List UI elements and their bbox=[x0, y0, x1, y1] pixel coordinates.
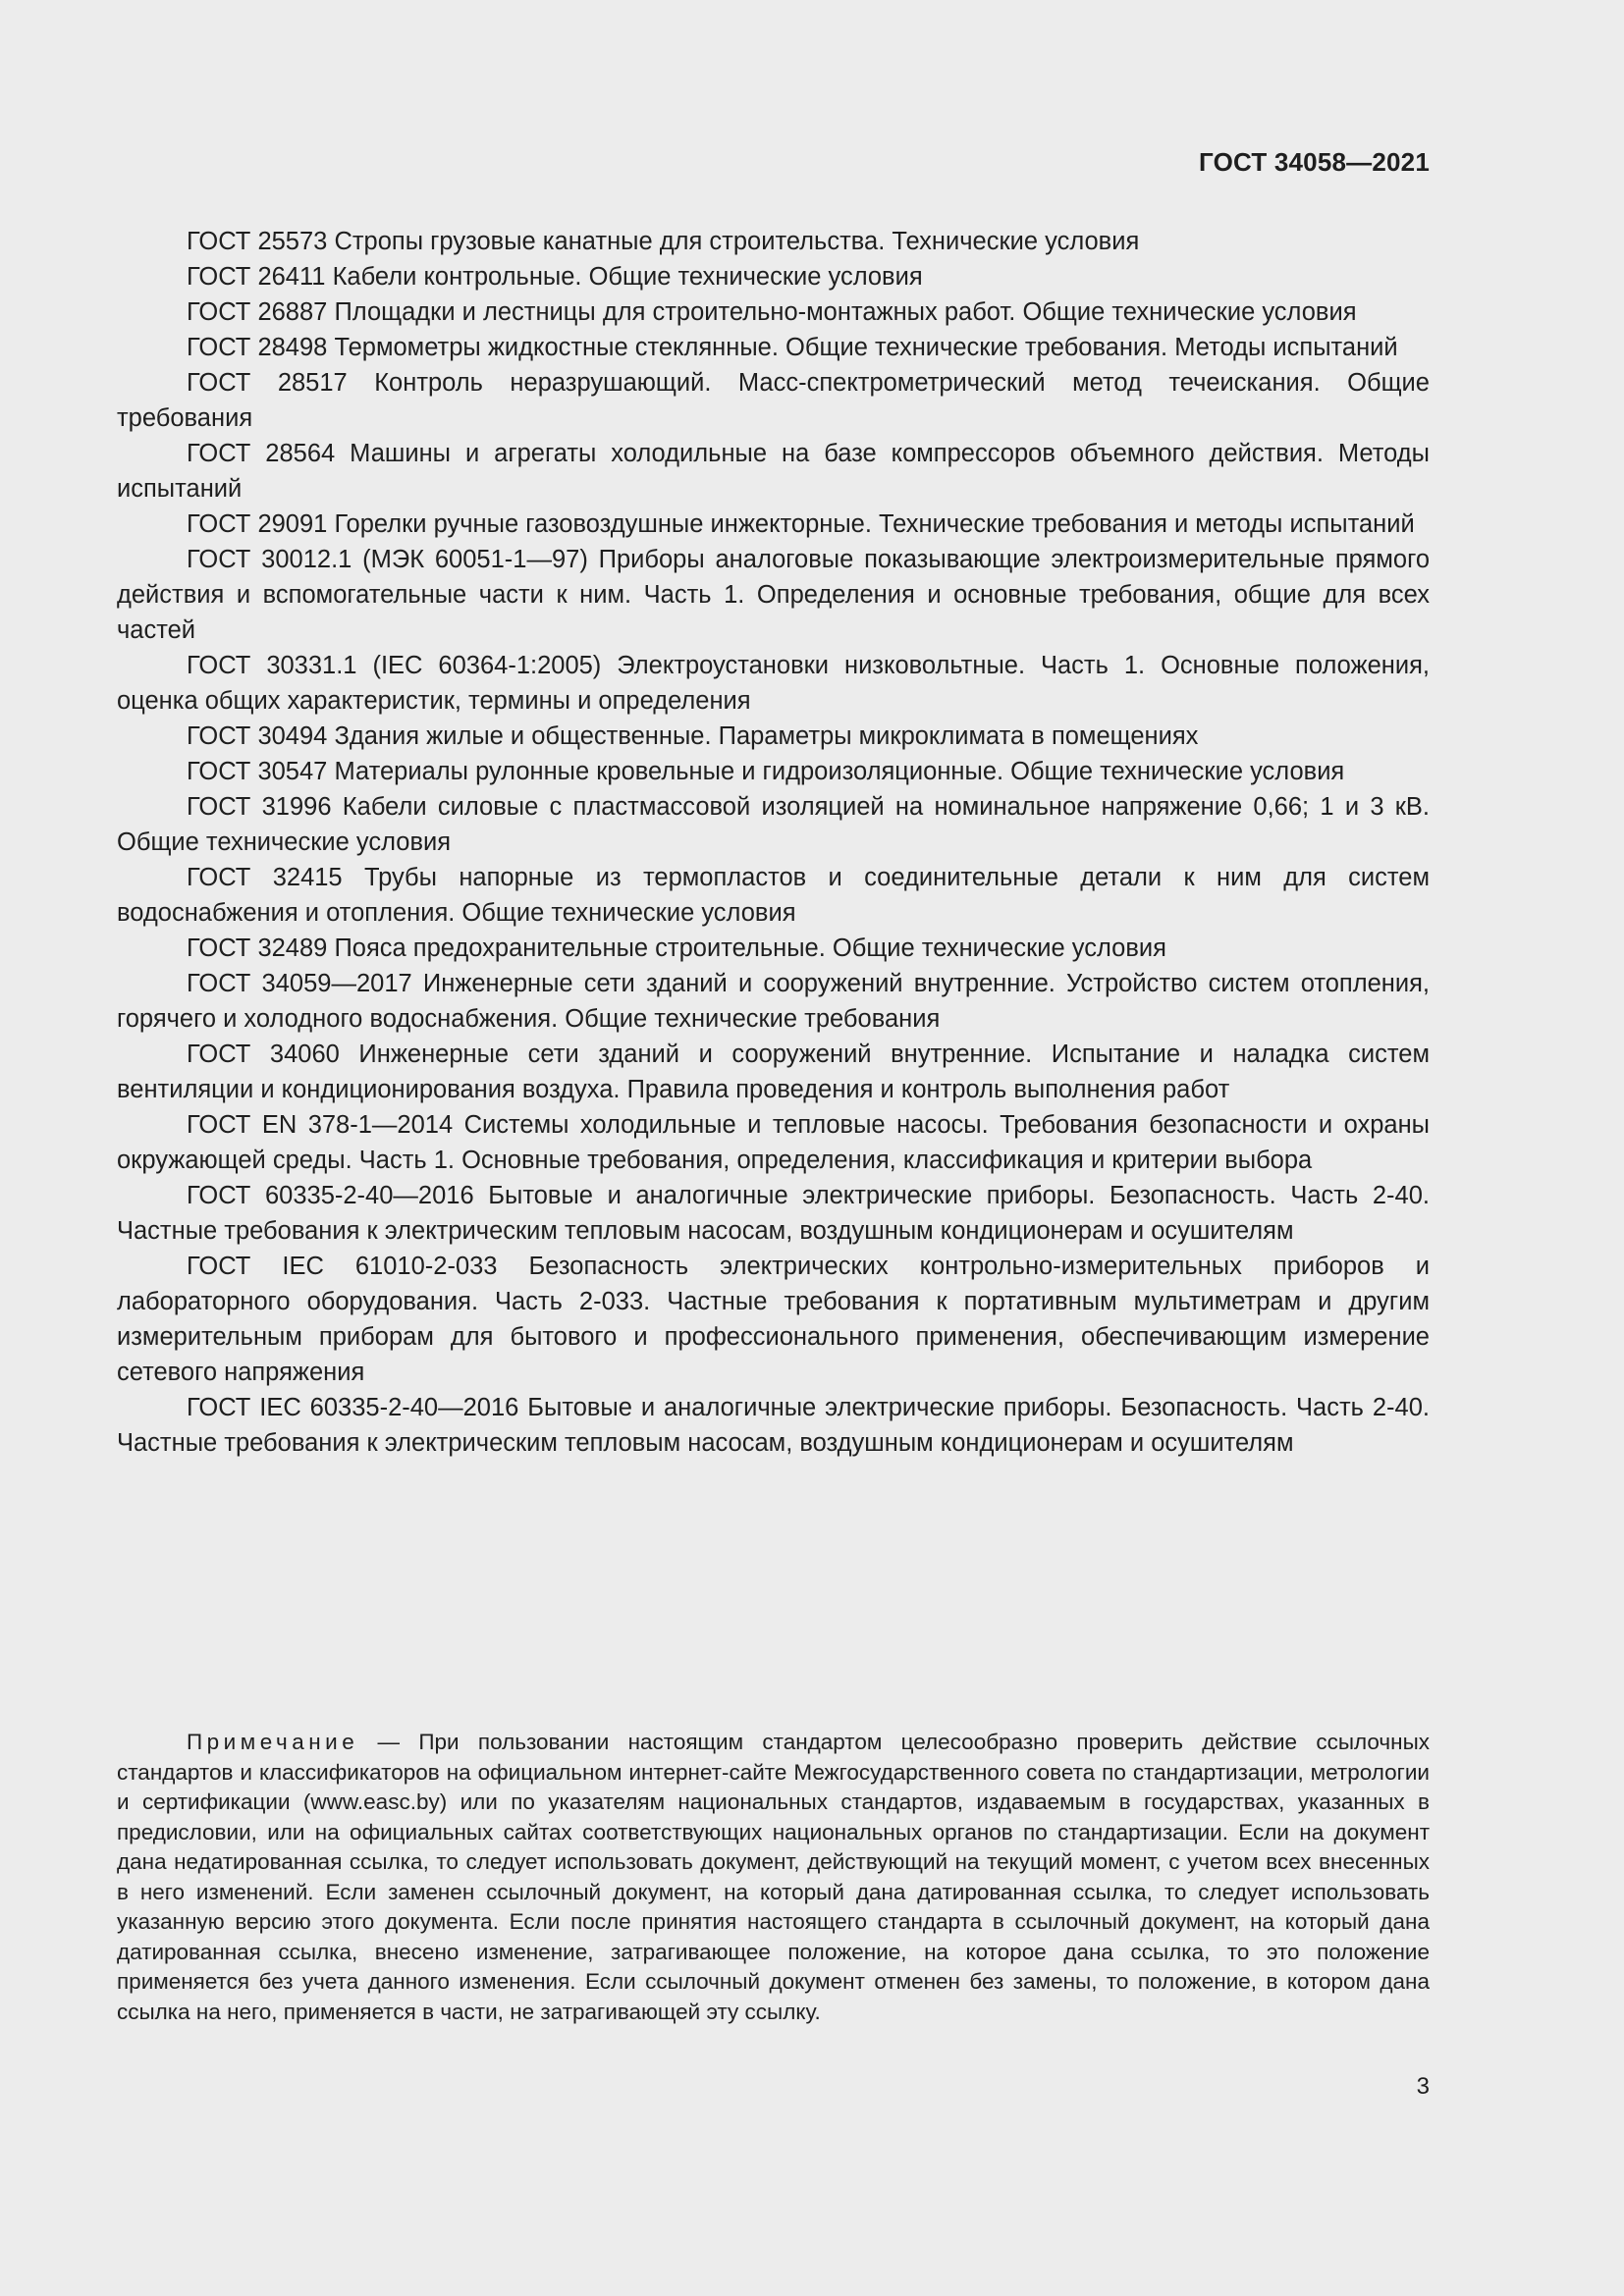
reference-note bbox=[117, 1728, 1430, 2027]
reference-item bbox=[117, 365, 1430, 436]
reference-code: ГОСТ 28517 bbox=[187, 369, 348, 397]
reference-title: Бытовые и аналогичные электрические приборы. Безопасность. Часть 2-40. Частные требования к электрическим тепловым насосам, воздушным кондиционерам и осушителям bbox=[117, 1394, 1430, 1457]
reference-title: Приборы аналоговые показывающие электроизмерительные прямого действия и вспомогательные части к ним. Часть 1. Определения и основные требования, общие для всех частей bbox=[117, 546, 1431, 644]
reference-title: Термометры жидкостные стеклянные. Общие технические требования. Методы испытаний bbox=[334, 334, 1398, 361]
note-label: Примечание bbox=[187, 1730, 359, 1754]
note-text: — При пользовании настоящим стандартом целесообразно проверить действие ссылочных стандартов и классификаторов на официальном интернет-сайте Межгосударственного совета по стандартизации, метрологии и сертификации (www.easc.by) или по указателям национальных стандартов, издаваемым в государствах, указанных в предисловии, или на официальных сайтах соответствующих национальных органов по стандартизации. Если на документ дана недатированная ссылка, то следует использовать документ, действующий на текущий момент, с учетом всех внесенных в него изменений. Если заменен ссылочный документ, на который дана датированная ссылка, то следует использовать указанную версию этого документа. Если после принятия настоящего стандарта в ссылочный документ, на который дана датированная ссылка, внесено изменение, затрагивающее положение, на которое дана ссылка, то это положение применяется без учета данного изменения. Если ссылочный документ отменен без замены, то положение, в котором дана ссылка на него, применяется в части, не затрагивающей эту ссылку. bbox=[117, 1730, 1430, 2024]
reference-code: ГОСТ 29091 bbox=[187, 510, 328, 538]
reference-title: Бытовые и аналогичные электрические приборы. Безопасность. Часть 2-40. Частные требования к электрическим тепловым насосам, воздушным кондиционерам и осушителям bbox=[117, 1182, 1430, 1245]
reference-title: Инженерные сети зданий и сооружений внутренние. Устройство систем отопления, горячего и холодного водоснабжения. Общие технические требования bbox=[117, 970, 1430, 1033]
reference-title: Кабели контрольные. Общие технические условия bbox=[332, 263, 923, 291]
reference-code: ГОСТ 28564 bbox=[187, 440, 336, 467]
reference-code: ГОСТ 30331.1 (IEC 60364-1:2005) bbox=[187, 652, 602, 679]
reference-code: ГОСТ 28498 bbox=[187, 334, 328, 361]
normative-references-list bbox=[117, 224, 1430, 1461]
reference-item bbox=[117, 330, 1430, 365]
reference-item bbox=[117, 224, 1430, 259]
reference-item bbox=[117, 1249, 1430, 1390]
reference-title: Площадки и лестницы для строительно-монтажных работ. Общие технические условия bbox=[334, 298, 1357, 326]
reference-code: ГОСТ 30012.1 (МЭК 60051-1—97) bbox=[187, 546, 588, 573]
reference-code: ГОСТ 32415 bbox=[187, 864, 343, 891]
reference-title: Горелки ручные газовоздушные инжекторные. Технические требования и методы испытаний bbox=[334, 510, 1415, 538]
reference-item bbox=[117, 1107, 1430, 1178]
reference-item bbox=[117, 294, 1430, 330]
reference-title: Машины и агрегаты холодильные на базе компрессоров объемного действия. Методы испытаний bbox=[117, 440, 1430, 503]
reference-item bbox=[117, 754, 1430, 789]
reference-title: Кабели силовые с пластмассовой изоляцией на номинальное напряжение 0,66; 1 и 3 кВ. Общие технические условия bbox=[117, 793, 1431, 856]
reference-code: ГОСТ IEC 60335-2-40—2016 bbox=[187, 1394, 519, 1421]
reference-code: ГОСТ 60335-2-40—2016 bbox=[187, 1182, 474, 1209]
reference-item bbox=[117, 648, 1430, 719]
reference-code: ГОСТ 30547 bbox=[187, 758, 328, 785]
reference-item bbox=[117, 1037, 1430, 1107]
document-id-header: ГОСТ 34058—2021 bbox=[1199, 147, 1430, 177]
reference-item bbox=[117, 259, 1430, 294]
reference-item bbox=[117, 436, 1430, 507]
reference-item bbox=[117, 542, 1430, 648]
reference-title: Безопасность электрических контрольно-измерительных приборов и лабораторного оборудования. Часть 2-033. Частные требования к портативным мультиметрам и другим измерительным приборам для бытового и профессионального применения, обеспечивающим измерение сетевого напряжения bbox=[117, 1253, 1431, 1386]
reference-item bbox=[117, 931, 1430, 966]
reference-title: Электроустановки низковольтные. Часть 1. Основные положения, оценка общих характеристик, термины и определения bbox=[117, 652, 1430, 715]
reference-item bbox=[117, 507, 1430, 542]
reference-code: ГОСТ 31996 bbox=[187, 793, 332, 821]
reference-title: Контроль неразрушающий. Масс-спектрометрический метод течеискания. Общие требования bbox=[117, 369, 1430, 432]
reference-code: ГОСТ 32489 bbox=[187, 934, 328, 962]
reference-item bbox=[117, 719, 1430, 754]
reference-code: ГОСТ EN 378-1—2014 bbox=[187, 1111, 454, 1139]
reference-code: ГОСТ 34060 bbox=[187, 1041, 340, 1068]
reference-title: Инженерные сети зданий и сооружений внутренние. Испытание и наладка систем вентиляции и кондиционирования воздуха. Правила проведения и контроль выполнения работ bbox=[117, 1041, 1430, 1103]
reference-title: Стропы грузовые канатные для строительства. Технические условия bbox=[334, 228, 1140, 255]
reference-code: ГОСТ 34059—2017 bbox=[187, 970, 412, 997]
reference-item bbox=[117, 860, 1430, 931]
reference-title: Системы холодильные и тепловые насосы. Требования безопасности и охраны окружающей среды. Часть 1. Основные требования, определения, классификация и критерии выбора bbox=[117, 1111, 1430, 1174]
reference-code: ГОСТ 26411 bbox=[187, 263, 326, 291]
reference-item bbox=[117, 1178, 1430, 1249]
reference-title: Пояса предохранительные строительные. Общие технические условия bbox=[334, 934, 1166, 962]
reference-code: ГОСТ IEC 61010-2-033 bbox=[187, 1253, 498, 1280]
page-number: 3 bbox=[1416, 2073, 1430, 2100]
reference-code: ГОСТ 26887 bbox=[187, 298, 328, 326]
reference-item bbox=[117, 789, 1430, 860]
reference-code: ГОСТ 30494 bbox=[187, 722, 328, 750]
reference-title: Трубы напорные из термопластов и соединительные детали к ним для систем водоснабжения и отопления. Общие технические условия bbox=[117, 864, 1430, 927]
reference-item bbox=[117, 1390, 1430, 1461]
reference-title: Материалы рулонные кровельные и гидроизоляционные. Общие технические условия bbox=[334, 758, 1345, 785]
reference-item bbox=[117, 966, 1430, 1037]
reference-code: ГОСТ 25573 bbox=[187, 228, 328, 255]
reference-title: Здания жилые и общественные. Параметры микроклимата в помещениях bbox=[334, 722, 1199, 750]
